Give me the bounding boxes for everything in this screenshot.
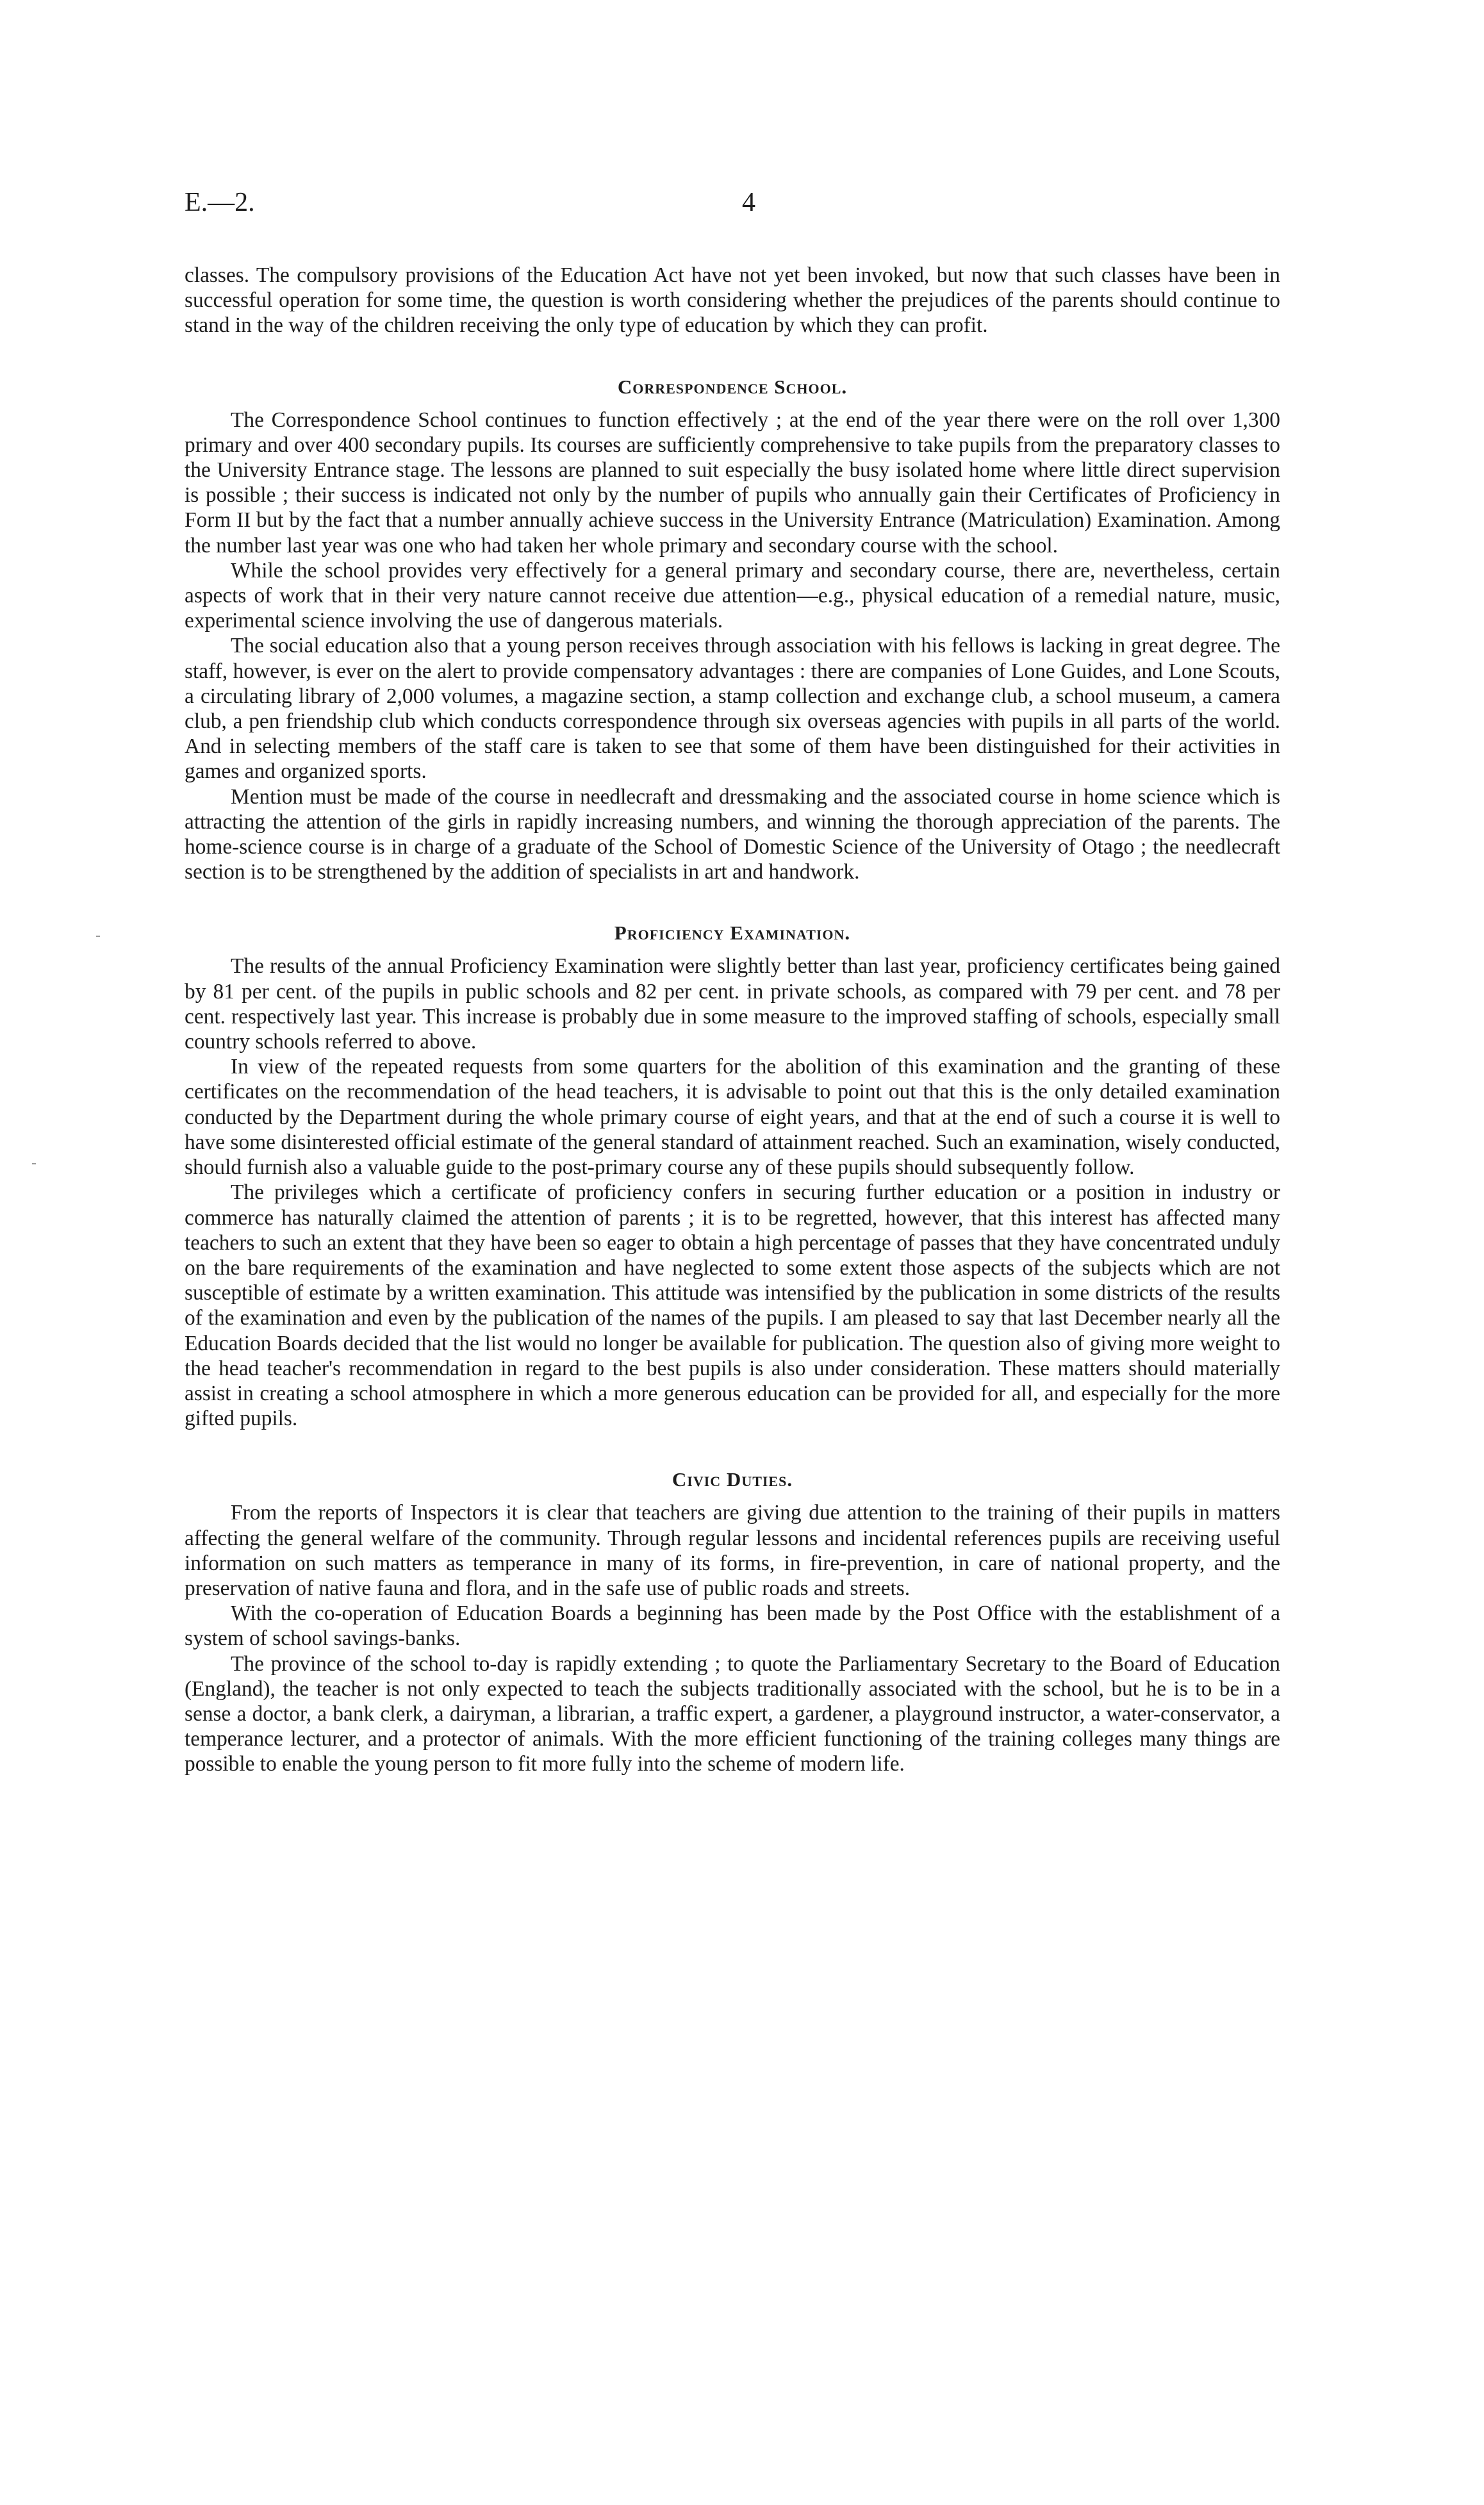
page-number: 4 [742,188,755,217]
paragraph: The province of the school to-day is rapidly extending ; to quote the Parliamentary Secretary to the Board of Education (England), the teacher is not only expected to teach the subjects traditionally associated with the school, but he is to be in a sense a doctor, a bank clerk, a dairyman, a librarian, a traffic expert, a gardener, a playground instructor, a water-conservator, a temperance lecturer, and a protector of animals. With the more efficient functioning of the training colleges many things are possible to enable the young person to fit more fully into the scheme of modern life. [185,1651,1280,1776]
section-heading-proficiency-examination: Proficiency Examination. [614,922,851,945]
paragraph: From the reports of Inspectors it is clear that teachers are giving due attention to the training of their pupils in matters affecting the general welfare of the community. Through regular lessons and incidental references pupils are receiving useful information on such matters as temperance in many of its forms, in fire-prevention, in care of national property, and the preservation of native fauna and flora, and in the safe use of public roads and streets. [185,1501,1280,1600]
section-heading-correspondence-school: Correspondence School. [617,375,848,398]
paragraph: The social education also that a young person receives through association with his fellows is lacking in great degree. The staff, however, is ever on the alert to provide compensatory advantages : there are companies of Lone Guides, and Lone Scouts, a circulating library of 2,000 volumes, a magazine section, a stamp collection and exchange club, a school museum, a camera club, a pen friendship club which conducts correspondence through six overseas agencies with pupils in all parts of the world. And in selecting members of the staff care is taken to see that some of them have been distinguished for their activities in games and organized sports. [185,634,1280,784]
page-header [185,183,1267,228]
paragraph: While the school provides very effectively for a general primary and secondary course, there are, nevertheless, certain aspects of work that in their very nature cannot receive due attention—e.g., physical education of a remedial nature, music, experimental science involving the use of dangerous materials. [185,558,1280,633]
paragraph: In view of the repeated requests from some quarters for the abolition of this examination and the granting of these certificates on the recommendation of the head teachers, it is advisable to point out that this is the only detailed examination conducted by the Department during the whole primary course of eight years, and that at the end of such a course it is well to have some disinterested official estimate of the general standard of attainment reached. Such an examination, wisely conducted, should furnish also a valuable guide to the post-primary course any of these pupils should subsequently follow. [185,1055,1280,1180]
civic-duties-section [185,1467,1280,1776]
margin-mark [32,1163,36,1164]
correspondence-school-section [185,374,1280,885]
proficiency-examination-section [185,920,1280,1431]
document-body [185,263,1280,1777]
margin-mark [96,936,100,937]
paragraph: The results of the annual Proficiency Examination were slightly better than last year, proficiency certificates being gained by 81 per cent. of the pupils in public schools and 82 per cent. in private schools, as compared with 79 per cent. and 78 per cent. respectively last year. This increase is probably due in some measure to the improved staffing of schools, especially small country schools referred to above. [185,954,1280,1054]
paragraph: The Correspondence School continues to function effectively ; at the end of the year there were on the roll over 1,300 primary and over 400 secondary pupils. Its courses are sufficiently comprehensive to take pupils from the preparatory classes to the University Entrance stage. The lessons are planned to suit especially the busy isolated home where little direct supervision is possible ; their success is indicated not only by the number of pupils who annually gain their Certificates of Proficiency in Form II but by the fact that a number annually achieve success in the University Entrance (Matriculation) Examination. Among the number last year was one who had taken her whole primary and secondary course with the school. [185,408,1280,558]
intro-paragraph: classes. The compulsory provisions of the Education Act have not yet been invoked, but now that such classes have been in successful operation for some time, the question is worth considering whether the prejudices of the parents should continue to stand in the way of the children receiving the only type of education by which they can profit. [185,263,1280,338]
paragraph: The privileges which a certificate of proficiency confers in securing further education or a position in industry or commerce has naturally claimed the attention of parents ; it is to be regretted, however, that this interest has affected many teachers to such an extent that they have been so eager to obtain a high percentage of passes that they have concentrated unduly on the bare requirements of the examination and have neglected to some extent those aspects of the subjects which are not susceptible of estimate by a written examination. This attitude was intensified by the publication in some districts of the results of the examination and even by the publication of the names of the pupils. I am pleased to say that last December nearly all the Education Boards decided that the list would no longer be available for publication. The question also of giving more weight to the head teacher's recommendation in regard to the best pupils is also under consideration. These matters should materially assist in creating a school atmosphere in which a more generous education can be provided for all, and especially for the more gifted pupils. [185,1180,1280,1431]
document-reference: E.—2. [185,188,255,217]
paragraph: Mention must be made of the course in needlecraft and dressmaking and the associated course in home science which is attracting the attention of the girls in rapidly increasing numbers, and winning the thorough appreciation of the parents. The home-science course is in charge of a graduate of the School of Domestic Science of the University of Otago ; the needlecraft section is to be strengthened by the addition of specialists in art and handwork. [185,784,1280,884]
paragraph: With the co-operation of Education Boards a beginning has been made by the Post Office with the establishment of a system of school savings-banks. [185,1601,1280,1651]
section-heading-civic-duties: Civic Duties. [672,1468,793,1491]
